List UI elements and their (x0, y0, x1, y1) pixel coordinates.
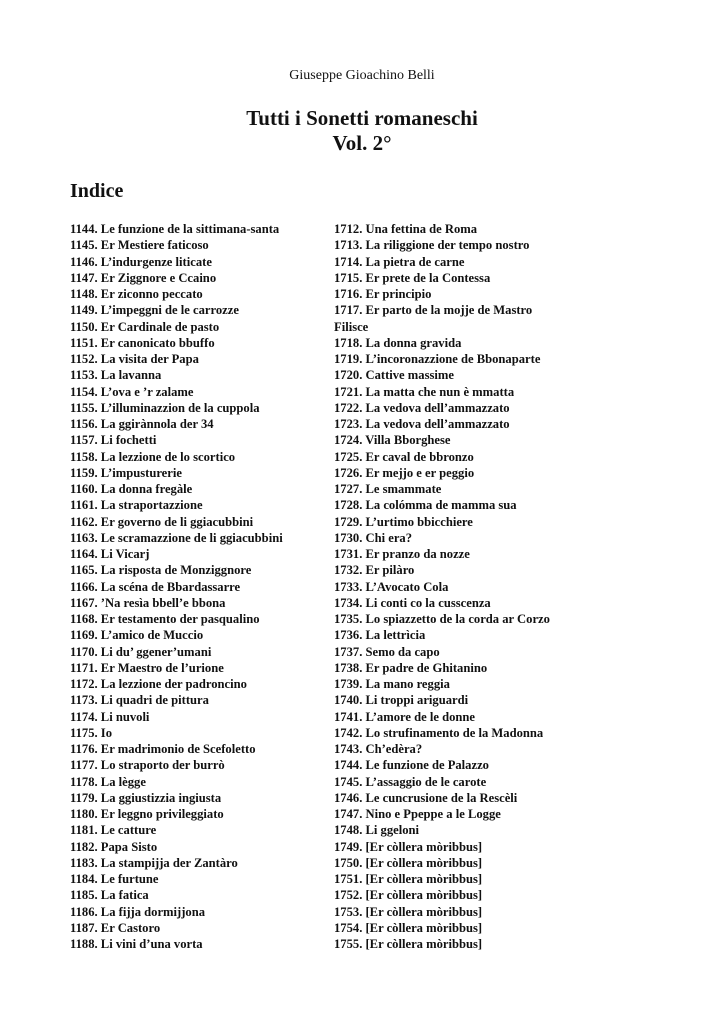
index-entry: 1722. La vedova dell’ammazzato (334, 400, 510, 415)
index-entry: 1164. Li Vicarj (70, 547, 150, 561)
index-entry: 1724. Villa Bborghese (334, 433, 451, 448)
index-entry: 1723. La vedova dell’ammazzato (334, 417, 510, 431)
index-entry: 1714. La pietra de carne (334, 254, 465, 269)
index-entry: 1172. La lezzione der padroncino (70, 677, 247, 691)
index-left-column (70, 221, 325, 952)
index-entry: 1151. Er canonicato bbuffo (70, 335, 215, 350)
index-entry: 1752. [Er còllera mòribbus] (334, 888, 483, 903)
index-entry: 1739. La mano reggia (334, 677, 450, 691)
index-entry: 1716. Er principio (334, 287, 432, 301)
index-entry: 1166. La scéna de Bbardassarre (70, 579, 241, 594)
index-entry: 1162. Er governo de li ggiacubbini (70, 514, 254, 529)
index-entry: 1188. Li vini d’una vorta (70, 937, 203, 951)
index-entry: 1728. La colómma de mamma sua (334, 498, 517, 513)
index-entry: 1186. La fijja dormijjona (70, 904, 206, 919)
index-entry: 1175. Io (70, 725, 112, 740)
index-entry: 1153. La lavanna (70, 368, 162, 383)
index-entry: 1735. Lo spiazzetto de la corda ar Corzo (334, 612, 550, 626)
index-entry: 1176. Er madrimonio de Scefoletto (70, 742, 256, 756)
index-entry: 1736. La lettrìcia (334, 628, 426, 643)
index-entry: 1727. Le smammate (334, 482, 442, 496)
index-entry: 1149. L’impeggni de le carrozze (70, 303, 239, 318)
index-entry: 1754. [Er còllera mòribbus] (334, 920, 483, 935)
index-entry: 1745. L’assaggio de le carote (334, 774, 487, 789)
index-entry: 1734. Li conti co la cusscenza (334, 595, 491, 610)
index-entry: 1155. L’illuminazzion de la cuppola (70, 400, 260, 415)
index-entry: 1746. Le cuncrusione de la Rescèli (334, 790, 518, 805)
index-entry: 1751. [Er còllera mòribbus] (334, 872, 483, 886)
index-entry: 1729. L’urtimo bbicchiere (334, 514, 473, 529)
index-entry: 1725. Er caval de bbronzo (334, 449, 474, 464)
index-entry: 1159. L’impusturerie (70, 465, 182, 480)
index-entry: 1169. L’amico de Muccio (70, 628, 204, 643)
index-entry: 1146. L’indurgenze liticate (70, 254, 212, 269)
index-entry: 1156. La ggirànnola der 34 (70, 417, 214, 431)
index-entry: 1152. La visita der Papa (70, 352, 199, 366)
index-entry: 1184. Le furtune (70, 872, 159, 886)
index-entry: 1753. [Er còllera mòribbus] (334, 904, 483, 919)
index-entry: 1180. Er leggno privileggiato (70, 807, 224, 821)
index-entry: 1170. Li du’ ggener’umani (70, 644, 212, 659)
index-entry: 1713. La riliggione der tempo nostro (334, 238, 530, 253)
index-entry: 1144. Le funzione de la sittimana-santa (70, 222, 280, 236)
index-entry: 1161. La straportazzione (70, 498, 203, 513)
index-entry: 1150. Er Cardinale de pasto (70, 319, 220, 334)
index-entry: 1741. L’amore de le donne (334, 709, 475, 724)
index-entry: 1171. Er Maestro de l’urione (70, 660, 224, 675)
index-entry: 1732. Er pilàro (334, 563, 415, 578)
index-entry: 1737. Semo da capo (334, 644, 440, 659)
index-entry: 1183. La stampijja der Zantàro (70, 855, 238, 870)
index-entry: 1173. Li quadri de pittura (70, 693, 209, 708)
index-entry: 1744. Le funzione de Palazzo (334, 758, 489, 773)
index-entry: 1747. Nino e Ppeppe a le Logge (334, 807, 501, 821)
index-entry: 1743. Ch’edèra? (334, 742, 423, 756)
index-entry: 1177. Lo straporto der burrò (70, 758, 225, 773)
index-entry: 1712. Una fettina de Roma (334, 222, 478, 236)
index-entry: 1718. La donna gravida (334, 335, 462, 350)
index-entry: 1721. La matta che nun è mmatta (334, 384, 515, 399)
index-entry: 1187. Er Castoro (70, 920, 161, 935)
book-title (0, 106, 724, 156)
index-right-column (334, 221, 594, 952)
author-name: Giuseppe Gioachino Belli (289, 68, 435, 83)
index-entry: 1730. Chi era? (334, 530, 413, 545)
index-entry: 1181. Le catture (70, 823, 157, 838)
index-entry: 1715. Er prete de la Contessa (334, 270, 491, 285)
index-entry: 1178. La lègge (70, 774, 146, 789)
index-entry: Filisce (334, 319, 369, 334)
index-entry: 1179. La ggiustizzia ingiusta (70, 790, 222, 805)
index-entry: 1749. [Er còllera mòribbus] (334, 839, 483, 854)
index-entry: 1168. Er testamento der pasqualino (70, 612, 260, 626)
book-title-line-2: Vol. 2° (332, 131, 392, 155)
index-entry: 1755. [Er còllera mòribbus] (334, 937, 483, 951)
index-entry: 1733. L’Avocato Cola (334, 579, 449, 594)
index-entry: 1717. Er parto de la mojje de Mastro (334, 303, 533, 318)
index-entry: 1157. Li fochetti (70, 433, 157, 448)
index-entry: 1726. Er mejjo e er peggio (334, 465, 475, 480)
index-entry: 1742. Lo strufinamento de la Madonna (334, 725, 544, 740)
index-entry: 1719. L’incoronazzione de Bbonaparte (334, 352, 541, 366)
index-entry: 1154. L’ova e ’r zalame (70, 384, 194, 399)
index-entry: 1148. Er ziconno peccato (70, 287, 203, 301)
index-entry: 1738. Er padre de Ghitanino (334, 660, 488, 675)
index-entry: 1740. Li troppi ariguardi (334, 693, 469, 708)
index-entry: 1163. Le scramazzione de li ggiacubbini (70, 530, 283, 545)
index-entry: 1174. Li nuvoli (70, 709, 150, 724)
index-entry: 1158. La lezzione de lo scortico (70, 449, 236, 464)
index-entry: 1731. Er pranzo da nozze (334, 547, 470, 561)
index-entry: 1147. Er Ziggnore e Ccaino (70, 270, 217, 285)
index-entry: 1165. La risposta de Monziggnore (70, 563, 252, 578)
index-entry: 1750. [Er còllera mòribbus] (334, 855, 483, 870)
index-entry: 1748. Li ggeloni (334, 823, 420, 838)
index-entry: 1720. Cattive massime (334, 368, 454, 383)
index-heading: Indice (70, 180, 124, 202)
index-entry: 1145. Er Mestiere faticoso (70, 238, 209, 253)
index-entry: 1185. La fatica (70, 888, 149, 903)
index-entry: 1160. La donna fregàle (70, 482, 193, 496)
book-title-line-1: Tutti i Sonetti romaneschi (246, 106, 478, 130)
index-entry: 1182. Papa Sisto (70, 839, 158, 854)
index-entry: 1167. ’Na resìa bbell’e bbona (70, 595, 226, 610)
